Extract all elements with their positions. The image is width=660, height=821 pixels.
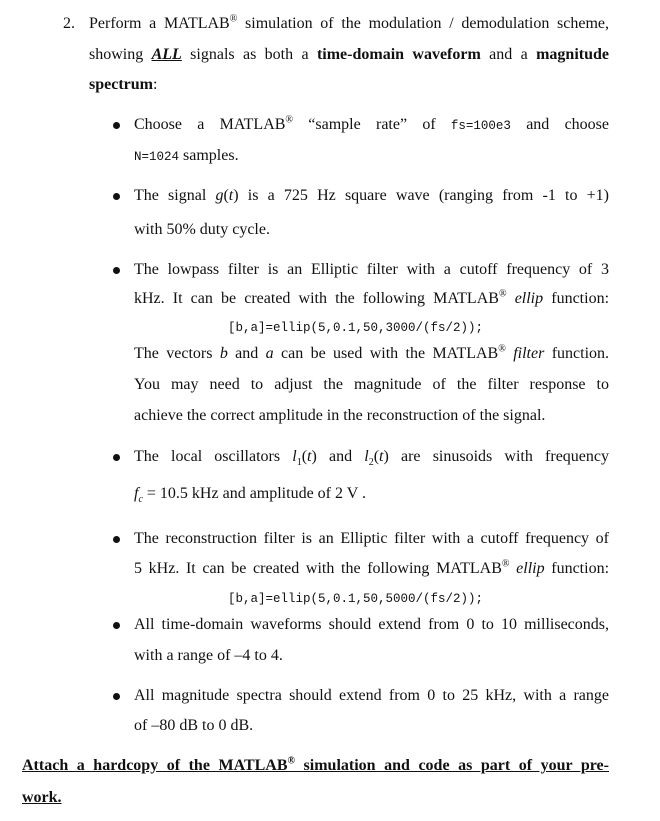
footer-line-1: [22, 756, 609, 776]
n-code: N=1024: [134, 150, 180, 164]
bullet3-line-2: [134, 289, 609, 309]
f-symbol: f: [134, 485, 139, 502]
registered-mark: ®: [285, 114, 294, 126]
t-symbol: t: [379, 448, 384, 465]
bullet2-line-1: The signal g(t) is a 725 Hz square wave (ranging from -1 to +1): [134, 187, 610, 204]
a-symbol: a: [265, 345, 274, 362]
bullet-dot: [113, 122, 120, 129]
subscript-2: 2: [368, 457, 374, 469]
text: The vectors: [134, 345, 220, 362]
registered-mark: ®: [498, 288, 507, 300]
text: and: [227, 345, 266, 362]
bullet5-line-2: [134, 559, 609, 579]
subscript-1: 1: [296, 457, 302, 469]
text: = 10.5 kHz and amplitude of 2 V .: [142, 485, 366, 502]
intro-text: and a: [480, 46, 537, 63]
bullet3-code: [b,a]=ellip(5,0.1,50,3000/(fs/2));: [228, 321, 484, 335]
bullet-dot: [113, 267, 120, 274]
ellip-function: ellip: [516, 560, 545, 577]
text: The signal: [134, 187, 216, 204]
time-domain-emphasis: time-domain waveform: [316, 46, 481, 63]
bullet3-line-3: [134, 344, 609, 364]
bullet6-line-1: All time-domain waveforms should extend from 0 to 10 milliseconds,: [134, 616, 609, 633]
bullet-dot: [113, 193, 120, 200]
bullet2-line-2: with 50% duty cycle.: [134, 221, 270, 238]
registered-mark: ®: [229, 13, 238, 25]
intro-text: showing: [89, 46, 152, 63]
t-symbol: t: [228, 187, 234, 204]
l-symbol: l: [364, 448, 369, 465]
intro-text: :: [152, 76, 158, 93]
bullet7-line-1: All magnitude spectra should extend from 0 to 25 kHz, with a range: [134, 687, 609, 704]
registered-mark: ®: [287, 755, 295, 767]
text: kHz. It can be created with the following MATLAB: [134, 290, 499, 307]
text: The local oscillators: [134, 448, 293, 465]
ellip-function: ellip: [514, 290, 544, 307]
bullet4-line-1: The local oscillators $l_1(t)$ and $l_2(t)$ are sinusoids with frequency: [134, 448, 610, 469]
intro-line-2: [89, 45, 609, 65]
bullet-dot: [113, 622, 120, 629]
bullet4-line-2: [134, 484, 366, 504]
bullet7-line-2: of –80 dB to 0 dB.: [134, 717, 254, 734]
bullet-dot: [113, 454, 120, 461]
item-number: 2.: [63, 15, 75, 32]
t-symbol: t: [307, 448, 312, 465]
registered-mark: ®: [498, 343, 506, 355]
bullet-dot: [113, 693, 120, 700]
spectrum-emphasis: spectrum: [89, 76, 153, 93]
text: simulation and code as part of your pre-: [295, 757, 609, 774]
text: “sample rate” of: [293, 116, 451, 133]
bullet-dot: [113, 536, 120, 543]
bullet1-line-1: [134, 115, 609, 136]
magnitude-emphasis: magnitude: [536, 46, 609, 63]
text: Attach a hardcopy of the MATLAB: [22, 757, 288, 774]
text: function.: [544, 345, 610, 362]
text: can be used with the MATLAB: [273, 345, 499, 362]
bullet5-code: [b,a]=ellip(5,0.1,50,5000/(fs/2));: [228, 592, 484, 606]
l-symbol: l: [292, 448, 297, 465]
intro-line-1: [89, 14, 609, 34]
text: function:: [544, 560, 610, 577]
bullet1-line-2: [134, 146, 239, 167]
c-subscript: c: [138, 494, 143, 506]
g-symbol: g: [215, 187, 224, 204]
bullet6-line-2: with a range of –4 to 4.: [134, 647, 283, 664]
intro-line-3: [89, 75, 157, 95]
text: are sinusoids with frequency: [388, 448, 610, 465]
registered-mark: ®: [501, 558, 510, 570]
all-emphasis: ALL: [151, 46, 182, 63]
bullet3-line-5: achieve the correct amplitude in the reconstruction of the signal.: [134, 407, 546, 424]
b-symbol: b: [219, 345, 228, 362]
text: and choose: [510, 116, 609, 133]
intro-text: signals as both a: [181, 46, 317, 63]
text: samples.: [179, 147, 239, 164]
text: Choose a MATLAB: [134, 116, 286, 133]
filter-function: filter: [513, 345, 545, 362]
text: and: [316, 448, 365, 465]
intro-text: simulation of the modulation / demodulation scheme,: [237, 15, 610, 32]
fs-code: fs=100e3: [450, 119, 511, 133]
text: 5 kHz. It can be created with the following MATLAB: [134, 560, 502, 577]
footer-line-2: work.: [22, 789, 62, 806]
bullet3-line-4: You may need to adjust the magnitude of the filter response to: [134, 376, 609, 393]
bullet3-line-1: The lowpass filter is an Elliptic filter with a cutoff frequency of 3: [134, 261, 609, 278]
text: is a 725 Hz square wave (ranging from -1 to +1): [238, 187, 610, 204]
text: function:: [543, 290, 610, 307]
bullet5-line-1: The reconstruction filter is an Elliptic filter with a cutoff frequency of: [134, 530, 609, 547]
intro-text: Perform a MATLAB: [89, 15, 230, 32]
